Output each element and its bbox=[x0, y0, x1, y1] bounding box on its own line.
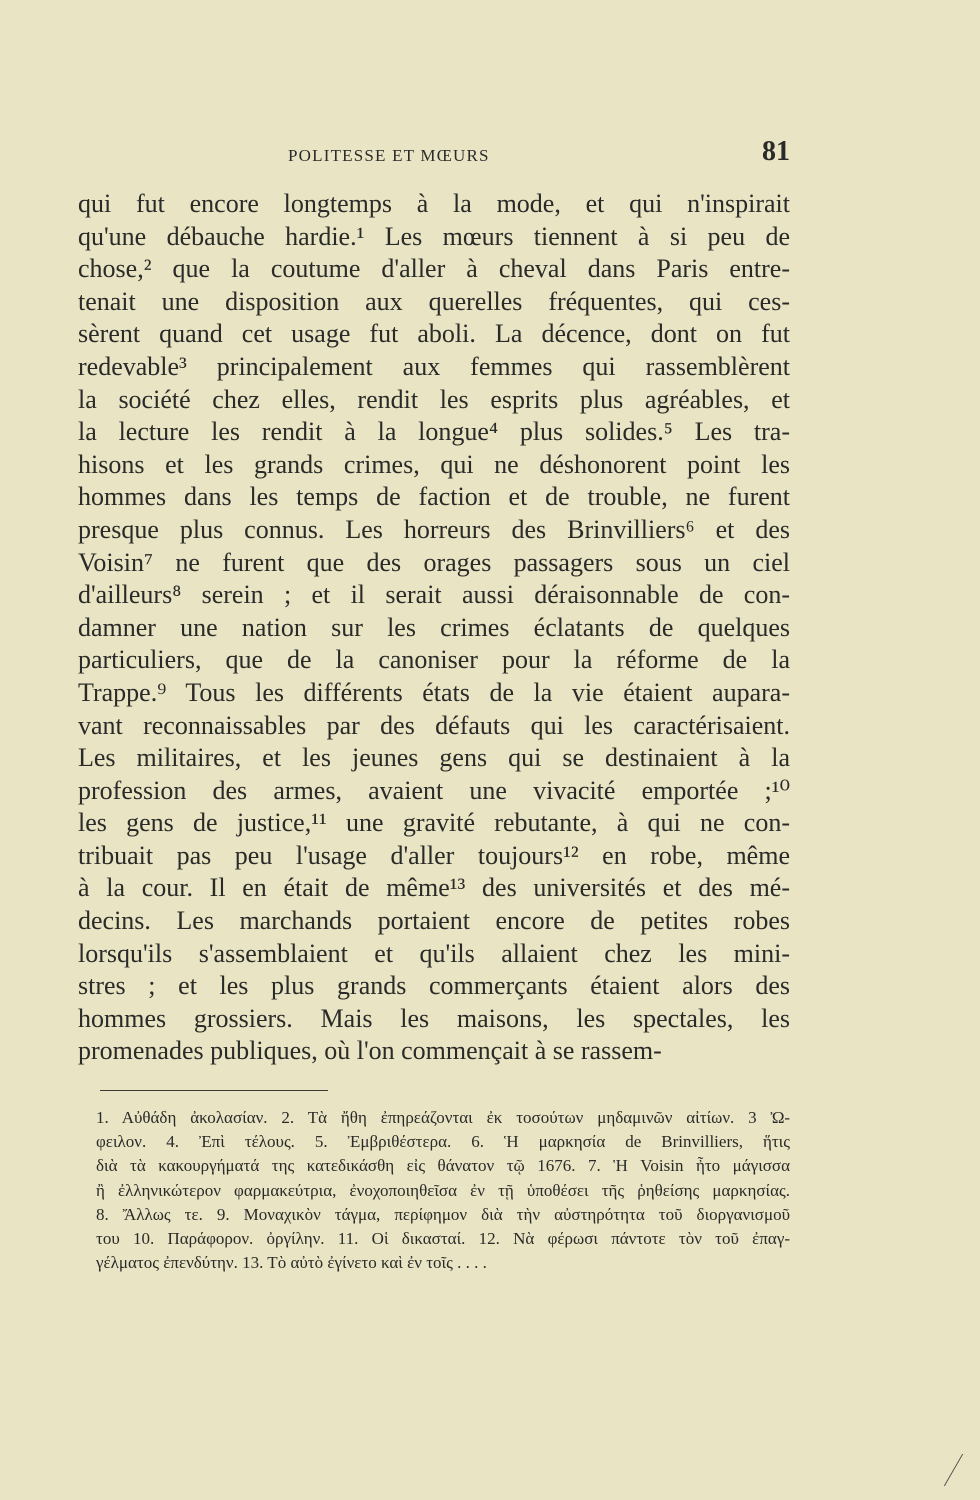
body-line: decins. Les marchands portaient encore de petites robes bbox=[78, 906, 790, 936]
footnote-line: φειλον. 4. Ἐπὶ τέλους. 5. Ἐμβριθέστερα. 6. Ἡ μαρκησία de Brinvilliers, ἥτις bbox=[96, 1132, 790, 1152]
page-header bbox=[78, 136, 790, 180]
body-line: presque plus connus. Les horreurs des Brinvilliers⁶ et des bbox=[78, 514, 790, 544]
body-text bbox=[78, 188, 790, 1068]
body-line: profession des armes, avaient une vivacité emportée ;¹⁰ bbox=[78, 775, 790, 805]
body-line: à la cour. Il en était de même¹³ des universités et des mé- bbox=[78, 873, 790, 903]
body-line: tribuait pas peu l'usage d'aller toujours¹² en robe, même bbox=[78, 840, 790, 870]
footnote-line: διὰ τὰ κακουργήματά της κατεδικάσθη εἰς θάνατον τῷ 1676. 7. Ἡ Voisin ἦτο μάγισσα bbox=[96, 1156, 790, 1176]
running-title: POLITESSE ET MŒURS bbox=[288, 146, 490, 165]
page-number: 81 bbox=[762, 136, 790, 167]
footnote-line: του 10. Παράφορον. ὀργίλην. 11. Οἱ δικασταί. 12. Νὰ φέρωσι πάντοτε τὸν τοῦ ἐπαγ- bbox=[96, 1228, 790, 1248]
body-line: qu'une débauche hardie.¹ Les mœurs tiennent à si peu de bbox=[78, 221, 790, 251]
body-line: tenait une disposition aux querelles fréquentes, qui ces- bbox=[78, 286, 790, 316]
footnote-line: 1. Αὐθάδη ἀκολασίαν. 2. Τὰ ἤθη ἐπηρεάζονται ἐκ τοσούτων μηδαμινῶν αἰτίων. 3 Ὠ- bbox=[96, 1108, 790, 1127]
body-line: les gens de justice,¹¹ une gravité rebutante, à qui ne con- bbox=[78, 808, 790, 838]
body-line: Voisin⁷ ne furent que des orages passagers sous un ciel bbox=[78, 547, 790, 577]
body-line: stres ; et les plus grands commerçants étaient alors des bbox=[78, 971, 790, 1001]
body-line: damner une nation sur les crimes éclatants de quelques bbox=[78, 612, 790, 642]
body-line: promenades publiques, où l'on commençait à se rassem- bbox=[78, 1036, 662, 1066]
body-line: particuliers, que de la canoniser pour la réforme de la bbox=[78, 645, 790, 675]
body-line: vant reconnaissables par des défauts qui les caractérisaient. bbox=[78, 710, 790, 740]
body-line: lorsqu'ils s'assemblaient et qu'ils allaient chez les mini- bbox=[78, 938, 790, 968]
body-line: redevable³ principalement aux femmes qui rassemblèrent bbox=[78, 351, 790, 381]
corner-scan-mark bbox=[944, 1454, 980, 1486]
footnote-divider bbox=[100, 1090, 328, 1091]
body-line: qui fut encore longtemps à la mode, et qui n'inspirait bbox=[78, 189, 790, 218]
body-line: d'ailleurs⁸ serein ; et il serait aussi déraisonnable de con- bbox=[78, 580, 790, 610]
body-line: chose,² que la coutume d'aller à cheval dans Paris entre- bbox=[78, 254, 790, 284]
body-line: hommes dans les temps de faction et de trouble, ne furent bbox=[78, 482, 790, 512]
footnote-line: 8. Ἄλλως τε. 9. Μοναχικὸν τάγμα, περίφημον διὰ τὴν αὐστηρότητα τοῦ διοργανισμοῦ bbox=[96, 1204, 790, 1224]
body-line: hommes grossiers. Mais les maisons, les spectales, les bbox=[78, 1003, 790, 1033]
footnote-line: γέλματος ἐπενδύτην. 13. Τὸ αὐτὸ ἐγίνετο καὶ ἐν τοῖς . . . . bbox=[96, 1253, 487, 1273]
footnotes bbox=[96, 1106, 790, 1275]
body-line: hisons et les grands crimes, qui ne déshonorent point les bbox=[78, 449, 790, 479]
body-line: Les militaires, et les jeunes gens qui se destinaient à la bbox=[78, 743, 790, 773]
body-line: la lecture les rendit à la longue⁴ plus solides.⁵ Les tra- bbox=[78, 417, 790, 447]
body-line: la société chez elles, rendit les esprits plus agréables, et bbox=[78, 384, 790, 414]
body-line: sèrent quand cet usage fut aboli. La décence, dont on fut bbox=[78, 319, 790, 349]
body-line: Trappe.⁹ Tous les différents états de la vie étaient aupara- bbox=[78, 677, 790, 707]
footnote-line: ἢ ἐλληνικώτερον φαρμακεύτρια, ἐνοχοποιηθεῖσα ἐν τῇ ὑποθέσει τῆς ῥηθείσης μαρκησίας. bbox=[96, 1180, 790, 1200]
